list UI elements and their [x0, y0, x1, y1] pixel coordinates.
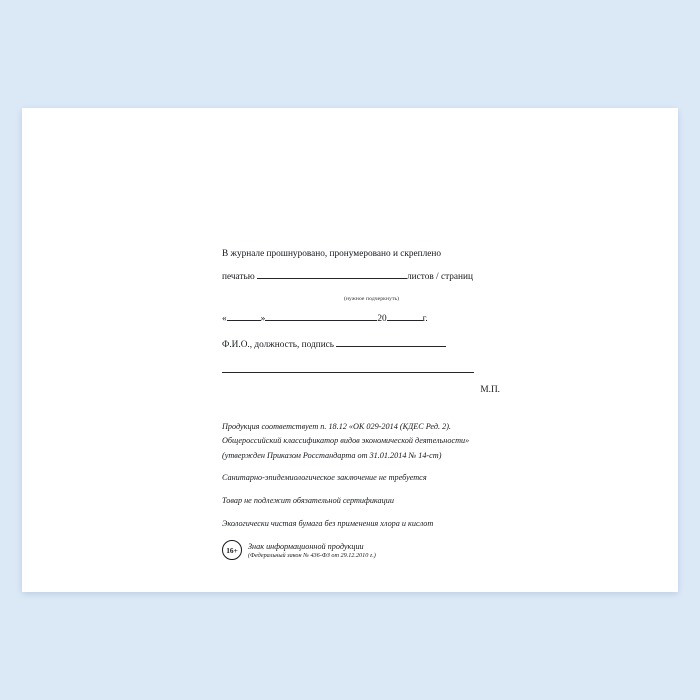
- okved-line-3: (утвержден Приказом Росстандарта от 31.01.2014 № 14-ст): [222, 450, 442, 460]
- signature-rule: [336, 338, 446, 347]
- date-quote-open: «: [222, 313, 227, 324]
- date-year-rule: [387, 312, 423, 321]
- underline-note-wrap: [222, 287, 522, 305]
- age-rating-icon: 16+: [222, 540, 242, 560]
- sanitary-notice: Санитарно-эпидемиологическое заключение не требуется: [222, 473, 427, 483]
- document-page: [22, 108, 678, 592]
- certification-notice: Товар не подлежит обязательной сертификации: [222, 496, 394, 506]
- signature-line: [222, 338, 522, 352]
- signature-label: Ф.И.О., должность, подпись: [222, 340, 335, 351]
- age-mark-title: Знак информационной продукции: [248, 542, 364, 552]
- document-content: [222, 248, 522, 560]
- sheets-count-rule: [257, 270, 407, 279]
- date-month-rule: [265, 312, 377, 321]
- stamp-label: М.П.: [480, 384, 500, 395]
- notices-block: [222, 421, 522, 561]
- date-day-rule: [227, 312, 261, 321]
- age-mark-row: [222, 540, 522, 560]
- signature-rule-second: [222, 362, 474, 373]
- okved-line-1: Продукция соответствует п. 18.12 «ОК 029-2014 (КДЕС Ред. 2).: [222, 421, 451, 431]
- certification-line-2-suffix: листов / страниц: [407, 272, 473, 283]
- certification-line-1: В журнале прошнуровано, пронумеровано и скреплено: [222, 249, 442, 259]
- date-line: [222, 312, 522, 326]
- date-quote-close: »: [260, 313, 266, 324]
- certification-line-2: [222, 270, 522, 284]
- okved-line-2: Общероссийский классификатор видов экономической деятельности»: [222, 436, 470, 446]
- ecology-notice: Экологически чистая бумага без применения хлора и кислот: [222, 518, 434, 528]
- age-mark-text: [248, 540, 376, 559]
- underline-note: (нужное подчеркнуть): [344, 295, 400, 302]
- date-year-prefix: 20: [377, 313, 387, 324]
- age-mark-subtitle: (Федеральный закон № 436-ФЗ от 29.12.2010 г.): [248, 552, 376, 560]
- date-year-suffix: г.: [422, 313, 428, 324]
- certification-line-2-prefix: печатью: [222, 272, 255, 283]
- certification-block: [222, 248, 522, 395]
